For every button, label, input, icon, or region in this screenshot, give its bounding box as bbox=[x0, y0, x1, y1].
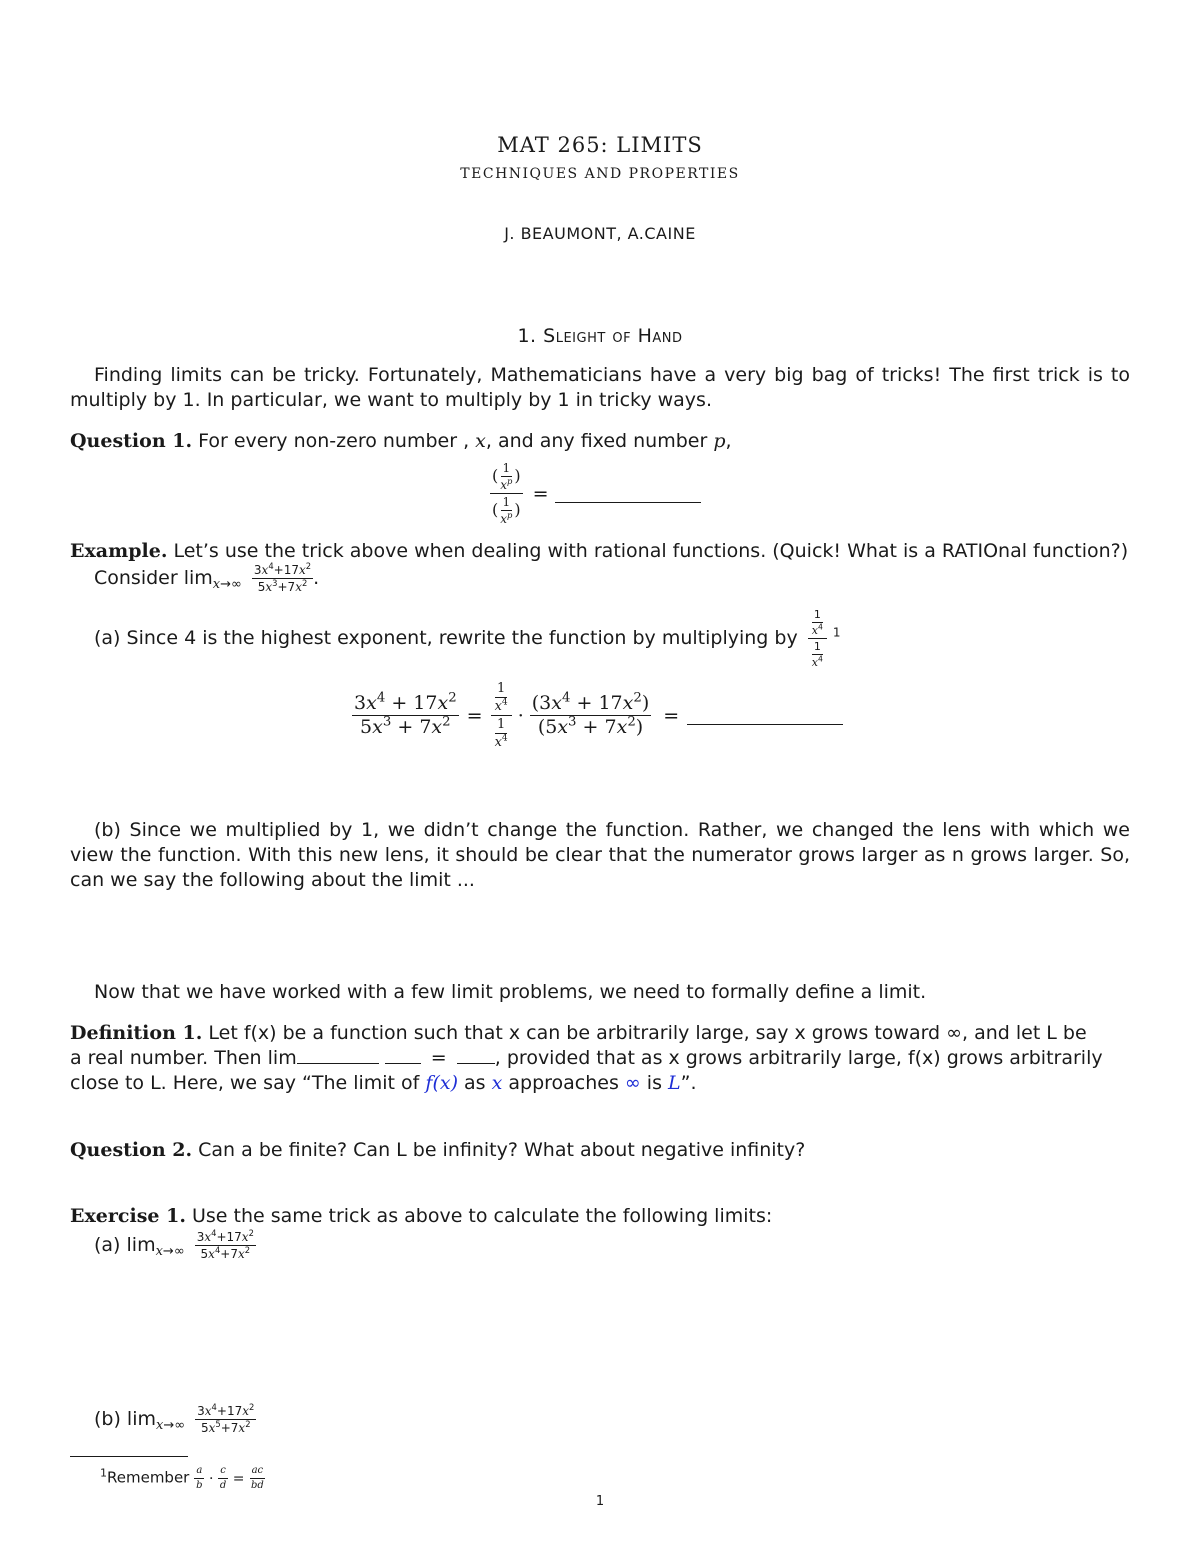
definition-close-text: close to L. Here, we say “The limit of bbox=[70, 1072, 426, 1094]
example-consider: Consider $\lim_{x\to\infty}$ $\frac{3x^4+17x^2}{5x^3+7x^2}$ . bbox=[94, 561, 320, 594]
limit-value-blank[interactable] bbox=[457, 1049, 495, 1064]
document-title: MAT 265: LIMITS bbox=[497, 133, 703, 157]
exercise-1 bbox=[70, 1204, 1130, 1229]
as-text: as bbox=[457, 1072, 492, 1094]
highlight-infinity: ∞ bbox=[624, 1072, 641, 1094]
part-a-text: (a) Since 4 is the highest exponent, rewrite the function by multiplying by bbox=[94, 627, 798, 649]
document-subtitle: TECHNIQUES AND PROPERTIES bbox=[460, 166, 740, 182]
ratio-fraction: ( $\frac{1}{x^p}$ ) ( $\frac{1}{x^p}$ ) bbox=[492, 461, 521, 526]
definition-1 bbox=[70, 1021, 1130, 1046]
definition-1-line3 bbox=[70, 1071, 1130, 1096]
example-label: Example. bbox=[70, 540, 168, 562]
question-2-text: Can a be finite? Can L be infinity? What about negative infinity? bbox=[198, 1139, 806, 1161]
exercise-1-text: Use the same trick as above to calculate the following limits: bbox=[191, 1205, 773, 1227]
highlight-fx: f(x) bbox=[425, 1072, 458, 1094]
exercise-a-fraction: $\frac{3x^4+17x^2}{5x^4+7x^2}$ bbox=[196, 1228, 254, 1261]
question-2 bbox=[70, 1138, 1130, 1163]
footnote: $^1$Remember $\frac{a}{b}$ · $\frac{c}{d}$ = $\frac{ac}{bd}$ bbox=[100, 1465, 264, 1491]
highlight-x: x bbox=[491, 1072, 503, 1094]
answer-blank[interactable] bbox=[555, 484, 701, 503]
example-part-a: (a) Since 4 is the highest exponent, rewrite the function by multiplying by $\frac{\frac{1}{x^4}}{\frac{1}{x^4}}$ $^1$ bbox=[94, 608, 841, 669]
consider-fraction: $\frac{3x^4+17x^2}{5x^3+7x^2}$ bbox=[253, 561, 312, 594]
footnote-rule bbox=[70, 1456, 188, 1457]
limit-subscript-blank[interactable] bbox=[297, 1049, 379, 1064]
document-authors: J. BEAUMONT, A.CAINE bbox=[504, 224, 696, 243]
rhs-fraction: $\frac{(3x^4 + 17x^2)}{(5x^3 + 7x^2)}$ bbox=[531, 690, 650, 738]
section-title: Sleight of Hand bbox=[543, 325, 683, 347]
exercise-b-fraction: $\frac{3x^4+17x^2}{5x^5+7x^2}$ bbox=[197, 1402, 255, 1435]
quote-end: ”. bbox=[680, 1072, 697, 1094]
approaches-text: approaches bbox=[502, 1072, 625, 1094]
section-number: 1. bbox=[517, 325, 537, 347]
example-part-b: (b) Since we multiplied by 1, we didn’t change the function. Rather, we changed the lens with which we view the function. With this new lens, it should be clear that the numerator grows larger as n grows larger. So, can we say the following about the limit ... bbox=[70, 819, 1130, 891]
definition-1-label: Definition 1. bbox=[70, 1022, 203, 1044]
question-1-equation: ( $\frac{1}{x^p}$ ) ( $\frac{1}{x^p}$ ) = bbox=[490, 462, 701, 525]
transition-paragraph: Now that we have worked with a few limit problems, we need to formally define a limit. bbox=[94, 981, 927, 1003]
lhs-fraction: $\frac{3x^4 + 17x^2}{5x^3 + 7x^2}$ bbox=[354, 690, 457, 738]
var-x: x bbox=[475, 430, 486, 452]
footnote-text: Remember bbox=[107, 1468, 190, 1487]
question-1-text-c: , bbox=[725, 430, 732, 452]
var-p: p bbox=[713, 430, 726, 452]
highlight-L: L bbox=[668, 1072, 681, 1094]
consider-text: Consider lim bbox=[94, 567, 213, 589]
question-1-label: Question 1. bbox=[70, 430, 193, 452]
definition-1-line1: Let f(x) be a function such that x can be arbitrarily large, say x grows toward ∞, and let L be bbox=[208, 1022, 1087, 1044]
intro-paragraph: Finding limits can be tricky. Fortunately, Mathematicians have a very big bag of tricks! The first trick is to multiply by 1. In particular, we want to multiply by 1 in tricky ways. bbox=[70, 364, 1130, 411]
exercise-1-label: Exercise 1. bbox=[70, 1205, 186, 1227]
question-1-text-b: , and any fixed number bbox=[485, 430, 714, 452]
definition-lim-text: a real number. Then lim bbox=[70, 1047, 297, 1069]
answer-blank-a[interactable] bbox=[687, 706, 843, 725]
exercise-1-part-a: (a) $\lim_{x\to\infty}$ $\frac{3x^4+17x^2}{5x^4+7x^2}$ bbox=[94, 1228, 254, 1261]
footnote-marker: 1 bbox=[100, 1466, 107, 1480]
function-blank[interactable] bbox=[385, 1049, 421, 1064]
example-text: Let’s use the trick above when dealing with rational functions. (Quick! What is a RATIOnal function?) bbox=[173, 540, 1129, 562]
exercise-1-part-b: (b) $\lim_{x\to\infty}$ $\frac{3x^4+17x^2}{5x^5+7x^2}$ bbox=[94, 1402, 255, 1435]
multiplier-column: $\frac{\frac{1}{x^4}}{\frac{1}{x^4}}$ bbox=[491, 682, 512, 749]
exercise-a-text: (a) lim bbox=[94, 1234, 156, 1256]
example-paragraph bbox=[70, 539, 1140, 564]
multiplier-fraction: $\frac{\frac{1}{x^4}}{\frac{1}{x^4}}$ bbox=[808, 609, 827, 668]
question-1 bbox=[70, 429, 1130, 454]
section-heading bbox=[0, 325, 1200, 347]
page-number: 1 bbox=[595, 1494, 605, 1509]
question-1-text: For every non-zero number , bbox=[198, 430, 476, 452]
exercise-b-text: (b) lim bbox=[94, 1408, 156, 1430]
definition-provided-text: provided that as x grows arbitrarily large, f(x) grows arbitrarily bbox=[506, 1047, 1103, 1069]
part-a-equation: $\frac{3x^4 + 17x^2}{5x^3 + 7x^2}$ = $\frac{\frac{1}{x^4}}{\frac{1}{x^4}}$ · $\frac{(3x^4 + 17x^2)}{(5x^3 + 7x^2)}$ = bbox=[352, 682, 843, 749]
is-text: is bbox=[640, 1072, 669, 1094]
question-2-label: Question 2. bbox=[70, 1139, 193, 1161]
definition-1-line2: a real number. Then lim = , provided that as x grows arbitrarily large, f(x) grows arbitrarily bbox=[70, 1047, 1103, 1069]
